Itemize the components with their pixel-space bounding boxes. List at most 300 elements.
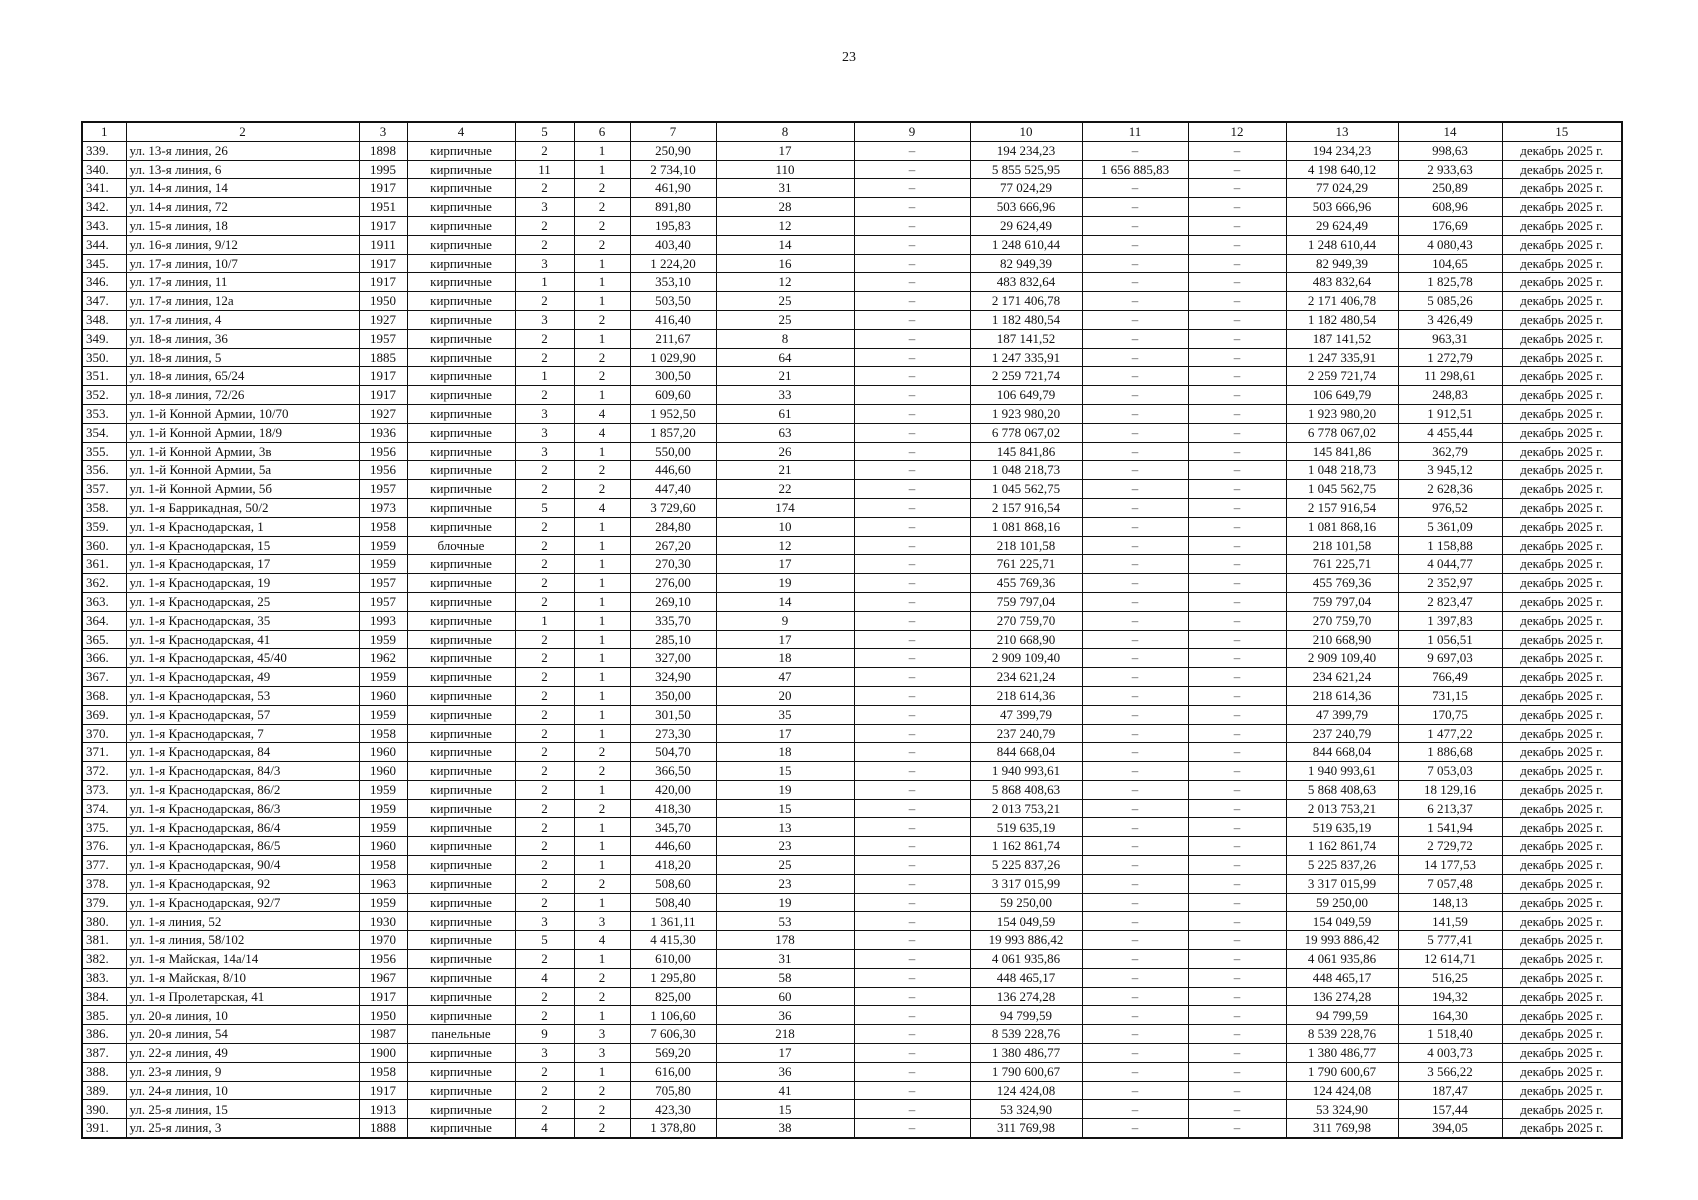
table-cell-col-3: 1917 (359, 367, 407, 386)
table-cell-col-15: декабрь 2025 г. (1502, 442, 1622, 461)
table-cell-col-1: 356. (82, 461, 126, 480)
table-cell-col-1: 381. (82, 931, 126, 950)
table-cell-col-15: декабрь 2025 г. (1502, 1100, 1622, 1119)
table-cell-col-5: 2 (515, 1100, 574, 1119)
table-cell-col-4: кирпичные (407, 517, 515, 536)
table-cell-col-10: 218 614,36 (970, 686, 1082, 705)
table-cell-col-13: 53 324,90 (1286, 1100, 1398, 1119)
table-cell-col-3: 1957 (359, 592, 407, 611)
table-cell-col-7: 705,80 (630, 1081, 716, 1100)
table-cell-col-15: декабрь 2025 г. (1502, 649, 1622, 668)
table-body (82, 141, 1622, 1138)
table-cell-col-12: – (1188, 1044, 1286, 1063)
table-cell-col-2: ул. 13-я линия, 6 (126, 160, 359, 179)
table-row (82, 1062, 1622, 1081)
table-cell-col-8: 31 (716, 950, 854, 969)
table-cell-col-10: 844 668,04 (970, 743, 1082, 762)
table-cell-col-2: ул. 1-я Краснодарская, 19 (126, 574, 359, 593)
table-cell-col-6: 2 (574, 348, 630, 367)
table-cell-col-5: 4 (515, 1119, 574, 1138)
table-cell-col-4: кирпичные (407, 743, 515, 762)
table-cell-col-4: кирпичные (407, 310, 515, 329)
table-cell-col-6: 1 (574, 950, 630, 969)
table-cell-col-14: 963,31 (1398, 329, 1502, 348)
table-cell-col-12: – (1188, 950, 1286, 969)
table-cell-col-14: 5 085,26 (1398, 292, 1502, 311)
table-cell-col-12: – (1188, 818, 1286, 837)
table-cell-col-6: 1 (574, 856, 630, 875)
table-cell-col-12: – (1188, 442, 1286, 461)
table-cell-col-6: 2 (574, 179, 630, 198)
table-row (82, 442, 1622, 461)
table-cell-col-15: декабрь 2025 г. (1502, 498, 1622, 517)
table-cell-col-8: 10 (716, 517, 854, 536)
table-cell-col-2: ул. 1-я Краснодарская, 49 (126, 668, 359, 687)
table-cell-col-10: 503 666,96 (970, 198, 1082, 217)
table-row (82, 292, 1622, 311)
table-cell-col-7: 1 378,80 (630, 1119, 716, 1138)
table-cell-col-1: 372. (82, 762, 126, 781)
table-cell-col-3: 1959 (359, 818, 407, 837)
table-cell-col-5: 2 (515, 686, 574, 705)
table-cell-col-7: 270,30 (630, 555, 716, 574)
table-cell-col-2: ул. 1-я Майская, 8/10 (126, 968, 359, 987)
table-cell-col-1: 365. (82, 630, 126, 649)
table-cell-col-9: – (854, 874, 970, 893)
table-cell-col-5: 5 (515, 498, 574, 517)
table-cell-col-13: 1 940 993,61 (1286, 762, 1398, 781)
table-cell-col-3: 1927 (359, 310, 407, 329)
table-cell-col-7: 508,40 (630, 893, 716, 912)
table-cell-col-8: 61 (716, 404, 854, 423)
table-cell-col-11: – (1082, 630, 1188, 649)
table-row (82, 367, 1622, 386)
table-cell-col-1: 389. (82, 1081, 126, 1100)
table-cell-col-8: 25 (716, 856, 854, 875)
table-cell-col-10: 237 240,79 (970, 724, 1082, 743)
table-cell-col-4: кирпичные (407, 404, 515, 423)
table-cell-col-2: ул. 20-я линия, 10 (126, 1006, 359, 1025)
table-cell-col-15: декабрь 2025 г. (1502, 912, 1622, 931)
table-cell-col-3: 1927 (359, 404, 407, 423)
table-cell-col-11: – (1082, 198, 1188, 217)
table-cell-col-15: декабрь 2025 г. (1502, 668, 1622, 687)
table-row (82, 705, 1622, 724)
table-cell-col-9: – (854, 799, 970, 818)
table-cell-col-11: – (1082, 950, 1188, 969)
table-cell-col-3: 1958 (359, 856, 407, 875)
table-cell-col-11: – (1082, 668, 1188, 687)
table-row (82, 329, 1622, 348)
table-cell-col-2: ул. 1-я Краснодарская, 25 (126, 592, 359, 611)
table-row (82, 179, 1622, 198)
table-row (82, 592, 1622, 611)
table-cell-col-3: 1957 (359, 480, 407, 499)
table-cell-col-9: – (854, 517, 970, 536)
table-cell-col-10: 8 539 228,76 (970, 1025, 1082, 1044)
table-cell-col-12: – (1188, 348, 1286, 367)
table-cell-col-8: 60 (716, 987, 854, 1006)
table-cell-col-15: декабрь 2025 г. (1502, 480, 1622, 499)
table-cell-col-15: декабрь 2025 г. (1502, 592, 1622, 611)
table-cell-col-7: 273,30 (630, 724, 716, 743)
table-cell-col-13: 3 317 015,99 (1286, 874, 1398, 893)
table-cell-col-2: ул. 1-й Конной Армии, 18/9 (126, 423, 359, 442)
table-cell-col-8: 110 (716, 160, 854, 179)
table-cell-col-7: 269,10 (630, 592, 716, 611)
table-cell-col-5: 2 (515, 630, 574, 649)
table-cell-col-1: 352. (82, 386, 126, 405)
table-cell-col-12: – (1188, 141, 1286, 160)
table-cell-col-3: 1913 (359, 1100, 407, 1119)
table-cell-col-7: 610,00 (630, 950, 716, 969)
table-cell-col-8: 14 (716, 235, 854, 254)
table-cell-col-1: 374. (82, 799, 126, 818)
table-cell-col-15: декабрь 2025 г. (1502, 386, 1622, 405)
table-cell-col-9: – (854, 649, 970, 668)
table-cell-col-3: 1959 (359, 536, 407, 555)
table-cell-col-7: 2 734,10 (630, 160, 716, 179)
table-row (82, 818, 1622, 837)
table-cell-col-6: 2 (574, 1119, 630, 1138)
table-cell-col-5: 1 (515, 367, 574, 386)
table-cell-col-6: 2 (574, 235, 630, 254)
table-cell-col-7: 504,70 (630, 743, 716, 762)
table-cell-col-5: 2 (515, 235, 574, 254)
table-cell-col-12: – (1188, 404, 1286, 423)
table-cell-col-13: 237 240,79 (1286, 724, 1398, 743)
table-cell-col-12: – (1188, 329, 1286, 348)
table-cell-col-2: ул. 1-я Краснодарская, 17 (126, 555, 359, 574)
table-cell-col-2: ул. 18-я линия, 36 (126, 329, 359, 348)
table-cell-col-9: – (854, 386, 970, 405)
table-cell-col-14: 1 397,83 (1398, 611, 1502, 630)
table-cell-col-8: 23 (716, 837, 854, 856)
table-cell-col-11: – (1082, 141, 1188, 160)
table-cell-col-2: ул. 1-я Пролетарская, 41 (126, 987, 359, 1006)
table-cell-col-4: кирпичные (407, 705, 515, 724)
table-cell-col-9: – (854, 724, 970, 743)
table-cell-col-3: 1950 (359, 1006, 407, 1025)
table-cell-col-2: ул. 17-я линия, 12а (126, 292, 359, 311)
table-cell-col-15: декабрь 2025 г. (1502, 743, 1622, 762)
table-cell-col-14: 250,89 (1398, 179, 1502, 198)
table-cell-col-10: 1 940 993,61 (970, 762, 1082, 781)
table-cell-col-2: ул. 1-я линия, 58/102 (126, 931, 359, 950)
table-cell-col-2: ул. 1-я Краснодарская, 41 (126, 630, 359, 649)
table-cell-col-4: кирпичные (407, 216, 515, 235)
table-cell-col-12: – (1188, 216, 1286, 235)
table-cell-col-14: 2 729,72 (1398, 837, 1502, 856)
table-cell-col-3: 1962 (359, 649, 407, 668)
table-cell-col-3: 1888 (359, 1119, 407, 1138)
table-cell-col-11: – (1082, 404, 1188, 423)
table-cell-col-15: декабрь 2025 г. (1502, 987, 1622, 1006)
table-cell-col-14: 608,96 (1398, 198, 1502, 217)
table-cell-col-6: 2 (574, 1081, 630, 1100)
table-cell-col-7: 7 606,30 (630, 1025, 716, 1044)
table-cell-col-14: 4 080,43 (1398, 235, 1502, 254)
table-cell-col-14: 1 541,94 (1398, 818, 1502, 837)
table-cell-col-8: 35 (716, 705, 854, 724)
table-cell-col-1: 354. (82, 423, 126, 442)
table-cell-col-3: 1917 (359, 273, 407, 292)
table-cell-col-2: ул. 1-я линия, 52 (126, 912, 359, 931)
table-cell-col-6: 1 (574, 517, 630, 536)
table-cell-col-12: – (1188, 160, 1286, 179)
table-cell-col-15: декабрь 2025 г. (1502, 893, 1622, 912)
table-row (82, 649, 1622, 668)
table-cell-col-7: 195,83 (630, 216, 716, 235)
table-cell-col-7: 420,00 (630, 780, 716, 799)
table-cell-col-7: 569,20 (630, 1044, 716, 1063)
table-header-row (82, 122, 1622, 141)
table-cell-col-13: 29 624,49 (1286, 216, 1398, 235)
table-cell-col-5: 2 (515, 705, 574, 724)
table-cell-col-5: 2 (515, 1006, 574, 1025)
table-cell-col-3: 1911 (359, 235, 407, 254)
table-cell-col-15: декабрь 2025 г. (1502, 536, 1622, 555)
table-cell-col-6: 2 (574, 762, 630, 781)
table-cell-col-4: кирпичные (407, 386, 515, 405)
table-cell-col-14: 141,59 (1398, 912, 1502, 931)
table-cell-col-12: – (1188, 987, 1286, 1006)
table-cell-col-9: – (854, 555, 970, 574)
column-header-7: 7 (630, 122, 716, 141)
table-cell-col-15: декабрь 2025 г. (1502, 1062, 1622, 1081)
table-cell-col-13: 5 868 408,63 (1286, 780, 1398, 799)
table-cell-col-5: 3 (515, 254, 574, 273)
table-cell-col-15: декабрь 2025 г. (1502, 198, 1622, 217)
table-cell-col-15: декабрь 2025 г. (1502, 574, 1622, 593)
table-cell-col-13: 94 799,59 (1286, 1006, 1398, 1025)
table-cell-col-3: 1959 (359, 630, 407, 649)
table-cell-col-1: 358. (82, 498, 126, 517)
table-cell-col-9: – (854, 893, 970, 912)
table-cell-col-13: 1 081 868,16 (1286, 517, 1398, 536)
table-cell-col-13: 759 797,04 (1286, 592, 1398, 611)
table-cell-col-15: декабрь 2025 г. (1502, 630, 1622, 649)
table-cell-col-15: декабрь 2025 г. (1502, 329, 1622, 348)
table-cell-col-9: – (854, 179, 970, 198)
table-cell-col-1: 378. (82, 874, 126, 893)
table-cell-col-8: 23 (716, 874, 854, 893)
table-cell-col-2: ул. 1-я Краснодарская, 7 (126, 724, 359, 743)
table-cell-col-2: ул. 13-я линия, 26 (126, 141, 359, 160)
table-cell-col-14: 998,63 (1398, 141, 1502, 160)
table-cell-col-13: 77 024,29 (1286, 179, 1398, 198)
table-cell-col-5: 2 (515, 216, 574, 235)
table-cell-col-9: – (854, 273, 970, 292)
table-cell-col-10: 1 247 335,91 (970, 348, 1082, 367)
table-cell-col-4: кирпичные (407, 141, 515, 160)
table-cell-col-7: 301,50 (630, 705, 716, 724)
table-cell-col-2: ул. 1-я Краснодарская, 1 (126, 517, 359, 536)
table-cell-col-10: 5 868 408,63 (970, 780, 1082, 799)
table-cell-col-6: 1 (574, 292, 630, 311)
table-cell-col-11: – (1082, 310, 1188, 329)
table-cell-col-6: 1 (574, 254, 630, 273)
table-cell-col-15: декабрь 2025 г. (1502, 555, 1622, 574)
table-cell-col-7: 1 295,80 (630, 968, 716, 987)
table-cell-col-14: 7 057,48 (1398, 874, 1502, 893)
column-header-4: 4 (407, 122, 515, 141)
table-cell-col-14: 976,52 (1398, 498, 1502, 517)
table-cell-col-13: 1 790 600,67 (1286, 1062, 1398, 1081)
table-cell-col-13: 2 259 721,74 (1286, 367, 1398, 386)
table-cell-col-15: декабрь 2025 г. (1502, 818, 1622, 837)
table-cell-col-13: 1 380 486,77 (1286, 1044, 1398, 1063)
table-cell-col-2: ул. 1-я Краснодарская, 84/3 (126, 762, 359, 781)
table-cell-col-3: 1917 (359, 216, 407, 235)
table-cell-col-1: 347. (82, 292, 126, 311)
table-cell-col-11: – (1082, 536, 1188, 555)
table-row (82, 310, 1622, 329)
table-cell-col-2: ул. 1-й Конной Армии, 10/70 (126, 404, 359, 423)
column-header-5: 5 (515, 122, 574, 141)
table-cell-col-3: 1917 (359, 254, 407, 273)
table-cell-col-7: 1 952,50 (630, 404, 716, 423)
table-cell-col-2: ул. 1-я Краснодарская, 90/4 (126, 856, 359, 875)
table-cell-col-10: 210 668,90 (970, 630, 1082, 649)
column-header-14: 14 (1398, 122, 1502, 141)
table-cell-col-15: декабрь 2025 г. (1502, 367, 1622, 386)
table-cell-col-2: ул. 18-я линия, 72/26 (126, 386, 359, 405)
table-cell-col-6: 2 (574, 987, 630, 1006)
table-cell-col-5: 9 (515, 1025, 574, 1044)
table-cell-col-1: 379. (82, 893, 126, 912)
table-cell-col-1: 346. (82, 273, 126, 292)
table-cell-col-9: – (854, 668, 970, 687)
table-cell-col-15: декабрь 2025 г. (1502, 423, 1622, 442)
table-cell-col-11: – (1082, 329, 1188, 348)
table-row (82, 235, 1622, 254)
table-cell-col-12: – (1188, 611, 1286, 630)
table-row (82, 1006, 1622, 1025)
table-cell-col-14: 1 158,88 (1398, 536, 1502, 555)
table-cell-col-2: ул. 1-я Краснодарская, 86/4 (126, 818, 359, 837)
table-cell-col-6: 2 (574, 799, 630, 818)
table-cell-col-7: 447,40 (630, 480, 716, 499)
table-cell-col-12: – (1188, 1062, 1286, 1081)
table-cell-col-8: 178 (716, 931, 854, 950)
table-cell-col-13: 1 045 562,75 (1286, 480, 1398, 499)
table-cell-col-6: 3 (574, 1025, 630, 1044)
table-cell-col-12: – (1188, 461, 1286, 480)
table-cell-col-13: 761 225,71 (1286, 555, 1398, 574)
table-cell-col-6: 2 (574, 310, 630, 329)
table-cell-col-6: 2 (574, 1100, 630, 1119)
table-cell-col-4: кирпичные (407, 574, 515, 593)
table-cell-col-6: 1 (574, 555, 630, 574)
table-cell-col-7: 350,00 (630, 686, 716, 705)
table-cell-col-9: – (854, 292, 970, 311)
table-cell-col-2: ул. 17-я линия, 11 (126, 273, 359, 292)
table-cell-col-12: – (1188, 912, 1286, 931)
table-cell-col-8: 38 (716, 1119, 854, 1138)
table-cell-col-5: 2 (515, 348, 574, 367)
table-cell-col-13: 311 769,98 (1286, 1119, 1398, 1138)
table-row (82, 874, 1622, 893)
table-cell-col-12: – (1188, 780, 1286, 799)
table-cell-col-15: декабрь 2025 г. (1502, 1119, 1622, 1138)
table-cell-col-14: 18 129,16 (1398, 780, 1502, 799)
table-cell-col-5: 3 (515, 442, 574, 461)
table-cell-col-10: 1 380 486,77 (970, 1044, 1082, 1063)
table-cell-col-2: ул. 1-я Краснодарская, 53 (126, 686, 359, 705)
table-cell-col-13: 19 993 886,42 (1286, 931, 1398, 950)
table-cell-col-4: блочные (407, 536, 515, 555)
table-row (82, 856, 1622, 875)
table-cell-col-5: 2 (515, 179, 574, 198)
table-cell-col-7: 300,50 (630, 367, 716, 386)
table-cell-col-14: 14 177,53 (1398, 856, 1502, 875)
table-cell-col-13: 4 061 935,86 (1286, 950, 1398, 969)
table-cell-col-8: 174 (716, 498, 854, 517)
table-row (82, 555, 1622, 574)
table-row (82, 348, 1622, 367)
table-cell-col-14: 248,83 (1398, 386, 1502, 405)
table-cell-col-11: – (1082, 423, 1188, 442)
table-cell-col-10: 519 635,19 (970, 818, 1082, 837)
table-cell-col-15: декабрь 2025 г. (1502, 1025, 1622, 1044)
table-cell-col-6: 4 (574, 423, 630, 442)
table-cell-col-3: 1973 (359, 498, 407, 517)
table-cell-col-4: кирпичные (407, 1006, 515, 1025)
table-cell-col-3: 1958 (359, 1062, 407, 1081)
table-cell-col-12: – (1188, 198, 1286, 217)
table-cell-col-8: 18 (716, 743, 854, 762)
table-cell-col-1: 357. (82, 480, 126, 499)
table-cell-col-15: декабрь 2025 г. (1502, 611, 1622, 630)
table-cell-col-14: 187,47 (1398, 1081, 1502, 1100)
table-row (82, 498, 1622, 517)
table-cell-col-10: 5 225 837,26 (970, 856, 1082, 875)
table-row (82, 724, 1622, 743)
table-cell-col-4: кирпичные (407, 630, 515, 649)
table-cell-col-5: 2 (515, 987, 574, 1006)
table-cell-col-10: 270 759,70 (970, 611, 1082, 630)
table-cell-col-7: 418,20 (630, 856, 716, 875)
table-cell-col-6: 2 (574, 968, 630, 987)
table-cell-col-6: 2 (574, 743, 630, 762)
table-cell-col-11: – (1082, 1025, 1188, 1044)
table-cell-col-6: 1 (574, 649, 630, 668)
table-cell-col-7: 327,00 (630, 649, 716, 668)
table-cell-col-10: 2 157 916,54 (970, 498, 1082, 517)
table-cell-col-3: 1951 (359, 198, 407, 217)
table-cell-col-13: 4 198 640,12 (1286, 160, 1398, 179)
table-cell-col-6: 1 (574, 141, 630, 160)
table-cell-col-7: 609,60 (630, 386, 716, 405)
table-cell-col-10: 2 259 721,74 (970, 367, 1082, 386)
column-header-12: 12 (1188, 122, 1286, 141)
table-cell-col-4: кирпичные (407, 367, 515, 386)
table-cell-col-4: кирпичные (407, 498, 515, 517)
table-cell-col-8: 17 (716, 724, 854, 743)
table-cell-col-2: ул. 18-я линия, 5 (126, 348, 359, 367)
table-cell-col-11: – (1082, 912, 1188, 931)
table-cell-col-13: 1 048 218,73 (1286, 461, 1398, 480)
table-cell-col-12: – (1188, 555, 1286, 574)
table-cell-col-6: 1 (574, 668, 630, 687)
table-cell-col-15: декабрь 2025 г. (1502, 968, 1622, 987)
table-cell-col-9: – (854, 404, 970, 423)
table-cell-col-11: – (1082, 1081, 1188, 1100)
table-cell-col-8: 20 (716, 686, 854, 705)
table-cell-col-9: – (854, 686, 970, 705)
table-cell-col-7: 446,60 (630, 837, 716, 856)
